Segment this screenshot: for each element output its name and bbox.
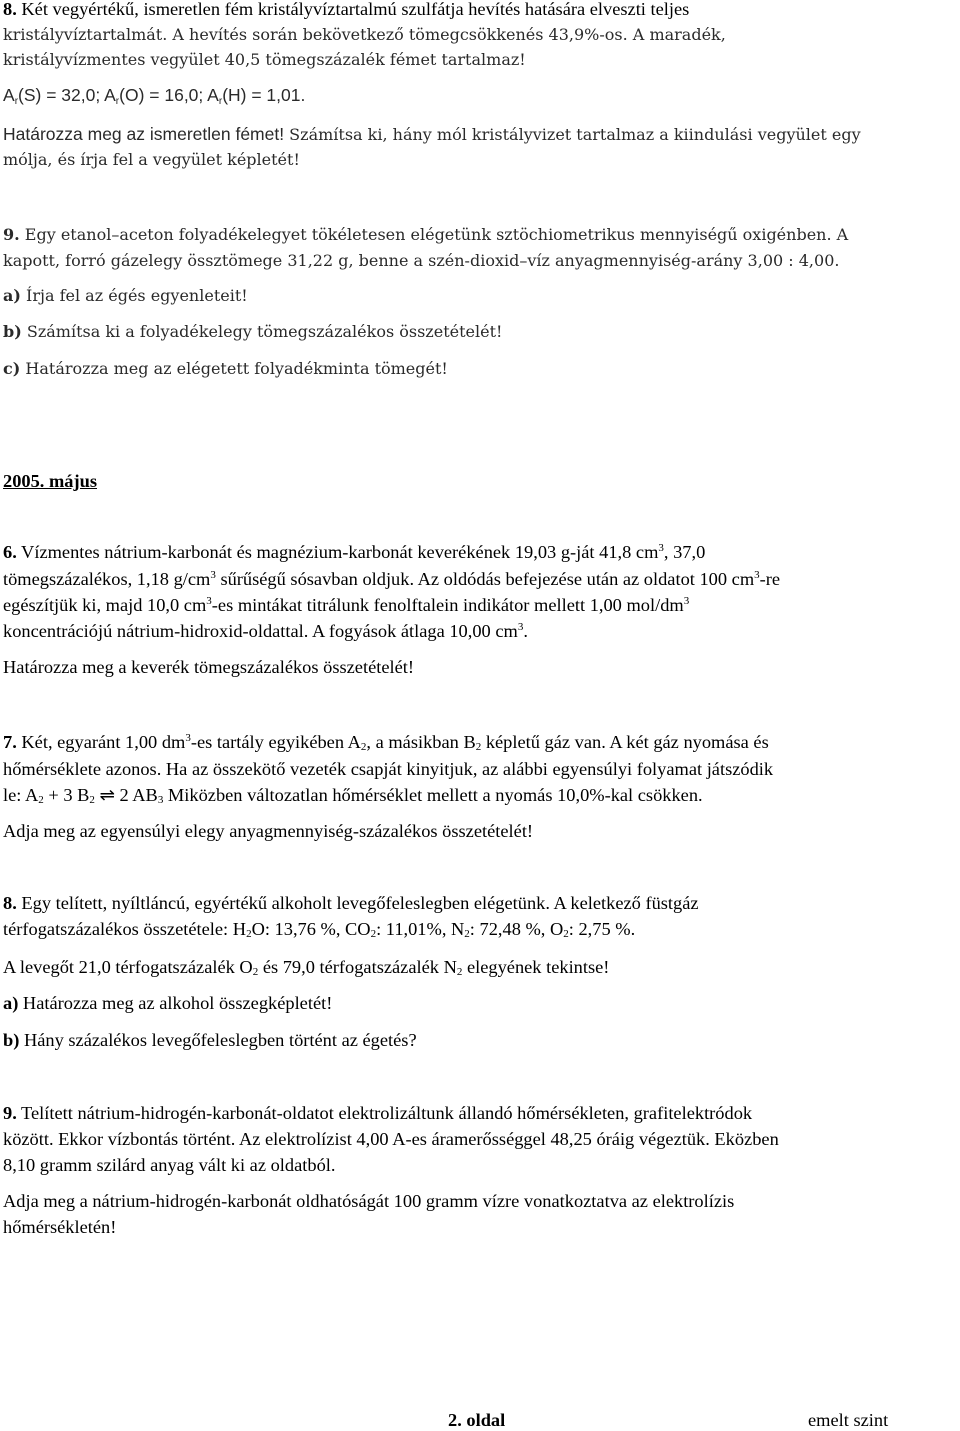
subscript: 2 [370,928,377,940]
text: (O) = 16,0; A [119,85,219,105]
superscript: 3 [754,569,760,581]
text: Két, egyaránt 1,00 dm [16,732,186,752]
text: -re [759,569,781,589]
text: , 37,0 [663,542,706,562]
text: Határozza meg az ismeretlen fémet! [3,124,285,144]
text: : 2,75 %. [568,919,636,939]
problem-8a-line-6: mólja, és írja fel a vegyület képletét! [3,150,300,169]
subscript: 3 [157,794,164,806]
subscript: 2 [89,794,95,806]
problem-7-line-3 [3,786,703,804]
text: egészítjük ki, majd 10,0 cm [3,595,207,615]
problem-7-line-4: Adja meg az egyensúlyi elegy anyagmennyiség-százalékos összetételét! [3,821,534,841]
problem-number: 8. [3,893,17,913]
text: és 79,0 térfogatszázalék N [258,957,457,977]
problem-8b-question-b [3,1031,417,1049]
problem-6-line-4 [3,622,528,640]
problem-8a-line-1 [3,0,689,18]
text: -es mintákat titrálunk fenolftalein indikátor mellett 1,00 mol/dm [211,595,684,615]
text: Határozza meg az alkohol összegképletét! [18,993,333,1013]
subscript: 2 [360,741,367,753]
problem-number: 8. [3,0,17,19]
problem-7-line-2: hőmérséklete azonos. Ha az összekötő vezeték csapját kinyitjuk, az alábbi egyensúlyi folyamat játszódik [3,759,774,779]
subscript: r [14,96,19,107]
problem-8b-question-a [3,994,332,1012]
problem-9a-line-1 [3,227,848,243]
problem-9b-line-5: hőmérsékletén! [3,1217,117,1237]
problem-8a-line-5 [3,126,861,144]
text: A levegőt 21,0 térfogatszázalék O [3,957,253,977]
equilibrium-arrow-icon: ⇌ [94,785,120,805]
problem-7-line-1 [3,733,769,751]
problem-number: 9. [3,225,20,244]
text: Vízmentes nátrium-karbonát és magnézium-karbonát keverékének 19,03 g-ját 41,8 cm [16,542,659,562]
problem-6-line-1 [3,543,705,561]
text: O: 13,76 %, CO [251,919,371,939]
text: Telített nátrium-hidrogén-karbonát-oldatot elektrolizáltunk állandó hőmérsékleten, grafitelektródok [16,1103,753,1123]
text: : 11,01%, N [376,919,465,939]
atomic-masses [3,87,305,105]
text: sűrűségű sósavban oldjuk. Az oldódás befejezése után az oldatot 100 cm [215,569,755,589]
problem-6-line-3 [3,596,689,614]
text: Két vegyértékű, ismeretlen fém kristályvíztartalmú szulfátja hevítés hatására elveszti teljes [16,0,690,19]
text: (H) = 1,01. [222,85,306,105]
problem-9b-line-1 [3,1104,752,1122]
text: . [523,621,528,641]
problem-6-line-2 [3,570,780,588]
text: koncentrációjú nátrium-hidroxid-oldattal. A fogyások átlaga 10,00 cm [3,621,518,641]
text: + 3 B [43,785,90,805]
superscript: 3 [185,732,191,744]
text: Számítsa ki a folyadékelegy tömegszázalékos összetételét! [21,322,503,341]
problem-number: 6. [3,542,17,562]
text: le: A [3,785,39,805]
text: Miközben változatlan hőmérséklet mellett a nyomás 10,0%-kal csökken. [163,785,703,805]
question-mark: c) [3,359,21,378]
superscript: 3 [210,569,216,581]
problem-9a-line-2: kapott, forró gázelegy össztömege 31,22 g, benne a szén-dioxid–víz anyagmennyiség-arány 3,00 : 4,00. [3,251,840,270]
superscript: 3 [683,595,690,607]
superscript: 3 [658,542,664,554]
problem-8a-line-3: kristályvízmentes vegyület 40,5 tömegszázalék fémet tartalmaz! [3,50,526,69]
problem-number: 9. [3,1103,17,1123]
text: tömegszázalékos, 1,18 g/cm [3,569,211,589]
problem-8a-line-2: kristályvíztartalmát. A hevítés során bekövetkező tömegcsökkenés 43,9%-os. A maradék, [3,25,726,44]
text: (S) = 32,0; A [18,85,116,105]
subscript: r [218,96,223,107]
text: Hány százalékos levegőfeleslegben történt az égetés? [19,1030,417,1050]
problem-9b-line-3: 8,10 gramm szilárd anyag vált ki az oldatból. [3,1155,336,1175]
problem-9b-line-4: Adja meg a nátrium-hidrogén-karbonát oldhatóságát 100 gramm vízre vonatkoztatva az elektrolízis [3,1191,735,1211]
text: , a másikban B [366,732,476,752]
question-mark: a) [3,286,21,305]
subscript: r [115,96,120,107]
subscript: 2 [475,741,482,753]
superscript: 3 [517,621,524,633]
footer-level: emelt szint [808,1410,889,1430]
text: Határozza meg az elégetett folyadékminta tömegét! [20,359,448,378]
problem-number: 7. [3,732,17,752]
section-title: 2005. május [3,471,98,491]
problem-9a-question-b [3,324,502,340]
subscript: 2 [252,966,259,978]
text: képletű gáz van. A két gáz nyomása és [481,732,769,752]
subscript: 2 [563,928,569,940]
subscript: 2 [38,794,44,806]
problem-9b-line-2: között. Ekkor vízbontás történt. Az elektrolízist 4,00 A-es áramerősséggel 48,25 óráig végeztük. Eközben [3,1129,779,1149]
text: térfogatszázalékos összetétele: H [3,919,247,939]
text: Számítsa ki, hány mól kristályvizet tartalmaz a kiindulási vegyület egy [284,125,861,144]
text: Egy etanol–aceton folyadékelegyet tökéletesen elégetünk sztöchiometrikus mennyiségű oxigénben. A [19,225,849,244]
question-mark: b) [3,322,22,341]
problem-9a-question-c [3,361,448,377]
text: Egy telített, nyíltláncú, egyértékű alkoholt levegőfeleslegben elégetünk. A keletkező füstgáz [16,893,699,913]
footer-page-number: 2. oldal [448,1410,506,1430]
subscript: 2 [464,928,470,940]
question-mark: b) [3,1030,20,1050]
problem-8b-line-3 [3,958,609,976]
text: Írja fel az égés egyenleteit! [20,286,248,305]
text: A [3,85,15,105]
text: -es tartály egyikében A [190,732,361,752]
problem-9a-question-a [3,288,248,304]
subscript: 2 [456,966,463,978]
problem-6-line-5: Határozza meg a keverék tömegszázalékos összetételét! [3,657,415,677]
text: 2 AB [119,785,158,805]
question-mark: a) [3,993,19,1013]
superscript: 3 [206,595,212,607]
text: elegyének tekintse! [462,957,610,977]
problem-8b-line-1 [3,894,699,912]
subscript: 2 [246,928,252,940]
text: : 72,48 %, O [469,919,564,939]
problem-8b-line-2 [3,920,635,938]
